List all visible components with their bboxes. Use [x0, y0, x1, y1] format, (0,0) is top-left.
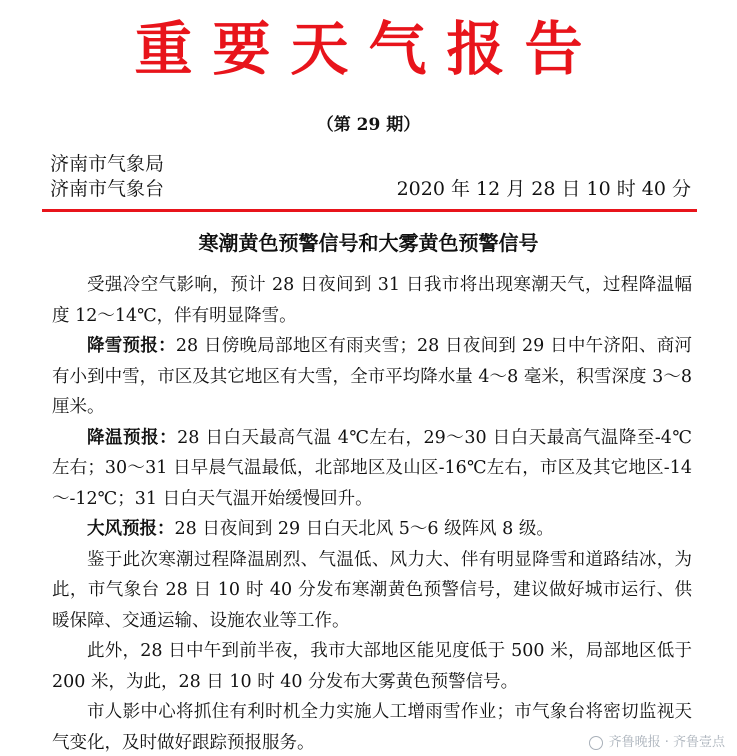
paragraph-temperature-forecast — [52, 423, 692, 515]
header-divider — [42, 209, 697, 212]
paragraph-text: 28 日傍晚局部地区有雨夹雪；28 日夜间到 29 日中午济阳、商河有小到中雪，市区及其它地区有大雪，全市平均降水量 4～8 毫米，积雪深度 3～8 厘米。 — [52, 336, 693, 417]
paragraph-text: 28 日夜间到 29 日白天北风 5～6 级阵风 8 级。 — [174, 519, 554, 539]
watermark-text: 齐鲁晚报 · 齐鲁壹点 — [608, 735, 725, 750]
source-watermark — [589, 734, 725, 752]
paragraph-lead: 大风预报： — [87, 519, 175, 539]
paragraph-text: 鉴于此次寒潮过程降温剧烈、气温低、风力大、伴有明显降雪和道路结冰，为此，市气象台 28 日 10 时 40 分发布寒潮黄色预警信号，建议做好城市运行、供暖保障、交通运输、设施农业等工作。 — [52, 549, 692, 631]
paragraph-text: 受强冷空气影响，预计 28 日夜间到 31 日我市将出现寒潮天气，过程降温幅度 12～14℃，伴有明显降雪。 — [52, 275, 692, 326]
paragraph-wind-forecast — [52, 514, 692, 545]
issue-number: （第 29 期） — [316, 115, 421, 135]
paragraph-lead: 降雪预报： — [87, 336, 176, 356]
report-body — [52, 270, 692, 756]
report-masthead: 重要天气报告 — [134, 15, 603, 83]
paragraph-intro — [52, 270, 692, 331]
paragraph-lead: 降温预报： — [87, 427, 178, 448]
issue-datetime: 2020 年 12 月 28 日 10 时 40 分 — [396, 178, 691, 200]
paragraph-snow-forecast — [52, 331, 692, 423]
paragraph-text: 28 日白天最高气温 4℃左右，29～30 日白天最高气温降至-4℃左右；30～31 日早晨气温最低，北部地区及山区-16℃左右，市区及其它地区-14～-12℃；31 日白天气温开始缓慢回升。 — [52, 427, 693, 509]
paragraph-cold-wave-warning — [52, 545, 692, 637]
report-title: 寒潮黄色预警信号和大雾黄色预警信号 — [198, 231, 539, 255]
qilu-logo-icon — [589, 736, 603, 750]
issuing-org-bureau: 济南市气象局 — [50, 153, 165, 175]
issuing-org-observatory: 济南市气象台 — [50, 178, 165, 200]
paragraph-text: 市人影中心将抓住有利时机全力实施人工增雨雪作业；市气象台将密切监视天气变化，及时做好跟踪预报服务。 — [52, 702, 692, 753]
paragraph-fog-warning — [52, 636, 692, 697]
paragraph-text: 此外，28 日中午到前半夜，我市大部地区能见度低于 500 米，局部地区低于 200 米，为此，28 日 10 时 40 分发布大雾黄色预警信号。 — [52, 641, 692, 692]
